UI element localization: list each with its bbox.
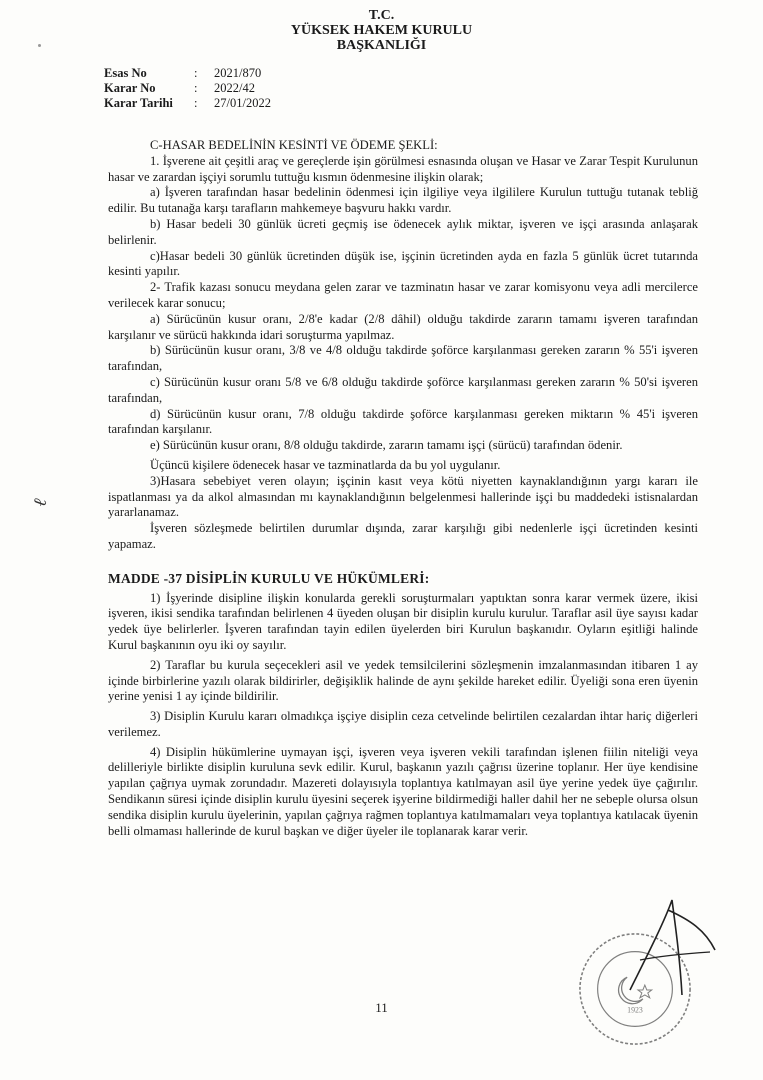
paragraph: İşveren sözleşmede belirtilen durumlar dışında, zarar karşılığı gibi nedenlerle işçi ücretinden kesinti yapamaz. bbox=[108, 521, 698, 551]
meta-key: Esas No bbox=[104, 66, 147, 80]
meta-row-esas: Esas No : 2021/870 bbox=[104, 66, 262, 80]
paragraph: 1. İşverene ait çeşitli araç ve gereçlerde işin görülmesi esnasında oluşan ve Hasar ve Zarar Tespit Kurulunun hasar ve zarardan işçiyi sorumlu tuttuğu kısmın ödenmesine ilişkin olarak; bbox=[108, 153, 698, 184]
meta-row-tarih: Karar Tarihi : 27/01/2022 bbox=[104, 96, 271, 110]
paragraph: a) Sürücünün kusur oranı, 2/8'e kadar (2/8 dâhil) olduğu takdirde zararın tamamı işveren tarafından karşılanır ve sürücü hakkında idari soruşturma yapılmaz. bbox=[108, 311, 698, 342]
signature-icon bbox=[610, 890, 730, 1010]
article-paragraph: 1) İşyerinde disipline ilişkin konularda gerekli soruşturmaları yaptıktan sonra karar vermek üzere, ikisi işveren, ikisi sendika tarafından belirlenen 4 üyeden oluşan bir disiplin kurulu kurulur. Taraflar asil üye sayısı kadar yedek üye belirlerler. İşveren tarafından tayin edilen üyelerden biri Kurulun başkanıdır. Oyların eşitliği halinde Kurul başkanının oyu iki oy sayılır. bbox=[108, 590, 698, 652]
header-line-tc: T.C. bbox=[368, 8, 395, 23]
article-paragraph: 2) Taraflar bu kurula seçecekleri asil ve yedek temsilcilerini sözleşmenin imzalanmasından itibaren 1 ay içinde birbirlerine yazılı olarak bildirirler, değişiklik halinde de aynı şekilde hareket edilir. Üyeliği sona eren üyenin yerine yenisi 1 ay içinde bildirilir. bbox=[108, 657, 698, 704]
article-title: MADDE -37 DİSİPLİN KURULU VE HÜKÜMLERİ: bbox=[108, 570, 430, 586]
case-metadata bbox=[104, 66, 271, 111]
header-line-institution: YÜKSEK HAKEM KURULU bbox=[290, 23, 473, 38]
paragraph: c)Hasar bedeli 30 günlük ücretinden düşük ise, işçinin ücretinden ayda en fazla 5 günlük ücret tutarında kesinti yapılır. bbox=[108, 248, 698, 279]
paragraph: c) Sürücünün kusur oranı 5/8 ve 6/8 olduğu takdirde şoförce karşılanması gereken zararın % 50'si işveren tarafından, bbox=[108, 374, 698, 405]
paragraph: a) İşveren tarafından hasar bedelinin ödenmesi için ilgiliye veya ilgililere Kurulun tuttuğu tutanak tebliğ edilir. Bu tutanağa karşı tarafların mahkemeye başvuru hakkı vardır. bbox=[108, 185, 698, 216]
article-paragraph: 3) Disiplin Kurulu kararı olmadıkça işçiye disiplin ceza cetvelinde belirtilen cezalardan ihtar hariç diğerleri verilemez. bbox=[108, 709, 698, 739]
svg-text:1923: 1923 bbox=[627, 1005, 643, 1015]
section-heading: C-HASAR BEDELİNİN KESİNTİ VE ÖDEME ŞEKLİ: bbox=[150, 138, 438, 152]
meta-key: Karar Tarihi bbox=[104, 96, 173, 110]
margin-initial: ℓ bbox=[28, 494, 51, 510]
scan-speck bbox=[38, 44, 41, 47]
paragraph: 3)Hasara sebebiyet veren olayın; işçinin kasıt veya kötü niyetten kaynaklandığının yargı kararı ile ispatlanması ya da alkol almasından mı kaynaklandığının belgelenmesi hallerinde işçi bu maddedeki istisnalardan yararlanamaz. bbox=[108, 473, 698, 520]
document-header bbox=[0, 8, 763, 53]
document-body bbox=[108, 138, 698, 839]
meta-key: Karar No bbox=[104, 81, 156, 95]
paragraph: b) Sürücünün kusur oranı, 3/8 ve 4/8 olduğu takdirde şoförce karşılanması gereken zararın % 55'i işveren tarafından, bbox=[108, 343, 698, 374]
article-paragraph: 4) Disiplin hükümlerine uymayan işçi, işveren veya işveren vekili tarafından işlenen fiilin niteliği veya delilleriyle birlikte disiplin kuruluna sevk edilir. Kurul, başkanın yazılı çağrısı üzerine toplanır. Her üye kendisine yapılan çağrıya uymak zorundadır. Mazereti dolayısıyla toplantıya katılmayan asil üye yerine yedek üye çağırılır. Sendikanın süresi içinde disiplin kurulu üyesini seçerek işyerine bildirmediği haller dahil her ne sebeple olursa olsun sendika disiplin kurulu üyelerinin, yapılan çağrıya rağmen toplantıya katılmamaları veya toplantıya katılacak üyenin belli olmaması hallerinde de kurul başkan ve diğer üyeler ile toplanarak karar verir. bbox=[108, 744, 698, 838]
paragraph: 2- Trafik kazası sonucu meydana gelen zarar ve tazminatın hasar ve zarar komisyonu veya adli mercilerce verilecek karar sonucu; bbox=[108, 280, 698, 310]
paragraph: e) Sürücünün kusur oranı, 8/8 olduğu takdirde, zararın tamamı işçi (sürücü) tarafından ödenir. bbox=[150, 438, 623, 453]
paragraph: d) Sürücünün kusur oranı, 7/8 olduğu takdirde şoförce karşılanması gereken miktarın % 45'i işveren tarafından karşılanır. bbox=[108, 406, 698, 437]
meta-value: 2021/870 bbox=[214, 66, 262, 80]
page-number: 11 bbox=[375, 1000, 388, 1015]
paragraph: Üçüncü kişilere ödenecek hasar ve tazminatlarda da bu yol uygulanır. bbox=[150, 457, 501, 472]
header-line-presidency: BAŞKANLIĞI bbox=[336, 38, 427, 53]
meta-row-karar: Karar No : 2022/42 bbox=[104, 81, 255, 95]
meta-value: 27/01/2022 bbox=[214, 96, 271, 110]
paragraph: b) Hasar bedeli 30 günlük ücreti geçmiş ise ödenecek aylık miktar, işveren ve işçi arasında anlaşarak belirlenir. bbox=[108, 216, 698, 247]
meta-value: 2022/42 bbox=[214, 81, 255, 95]
